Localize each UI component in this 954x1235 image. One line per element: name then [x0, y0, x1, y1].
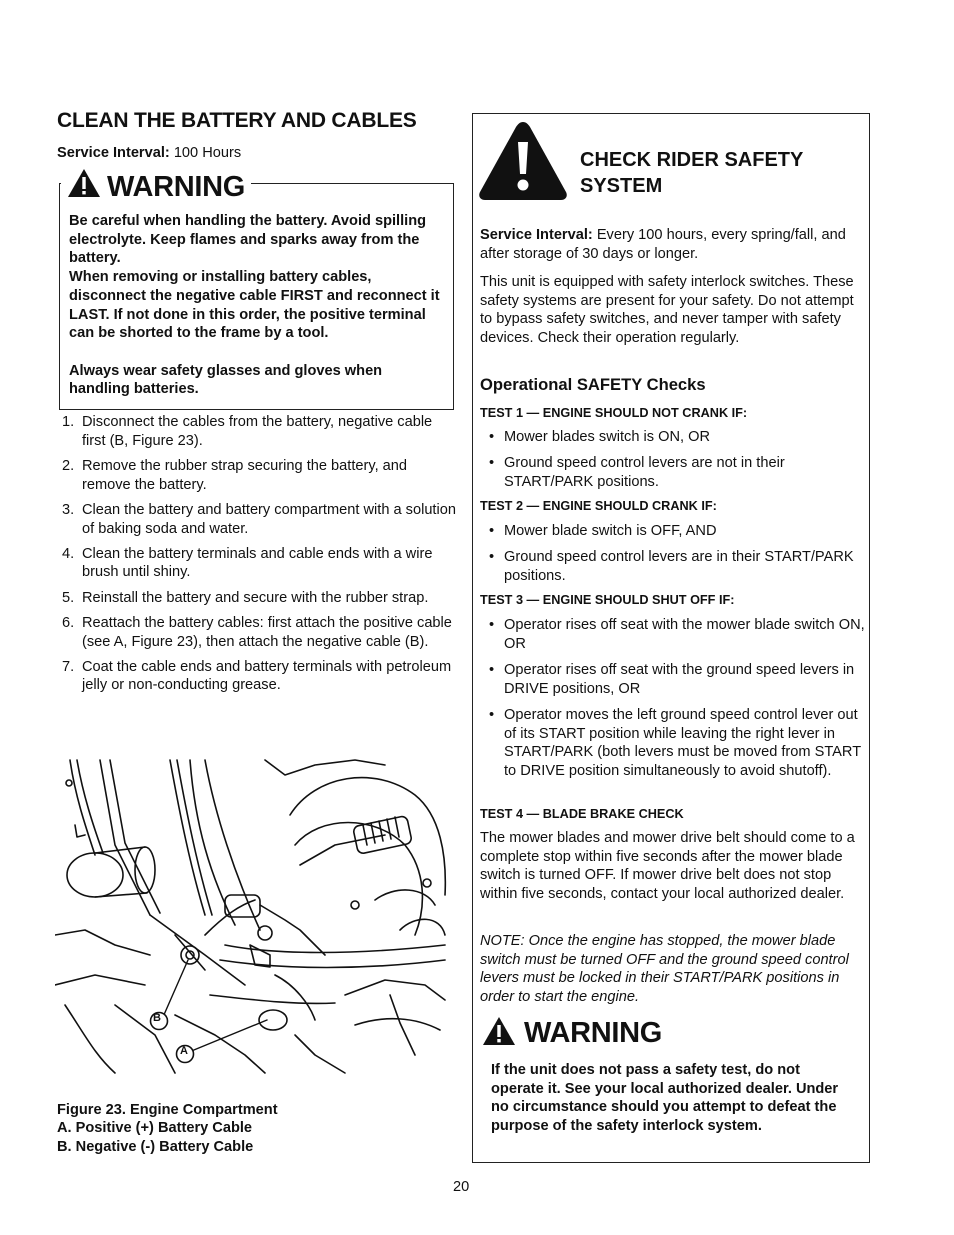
test1-list: [480, 428, 865, 499]
large-warning-triangle-icon: [478, 120, 568, 207]
service-interval-value: 100 Hours: [169, 145, 242, 161]
battery-warning-title: [61, 168, 251, 206]
list-item: • Ground speed control levers are not in their START/PARK positions.: [480, 454, 865, 491]
test3-title: TEST 3 — ENGINE SHOULD SHUT OFF IF:: [480, 593, 735, 607]
section-heading-battery: CLEAN THE BATTERY AND CABLES: [57, 109, 417, 132]
list-item: 7. Coat the cable ends and battery terminals with petroleum jelly or non-conducting grease.: [62, 658, 452, 694]
list-item: • Operator rises off seat with the ground speed levers in DRIVE positions, OR: [480, 661, 865, 698]
list-item: • Mower blade switch is OFF, AND: [480, 522, 865, 541]
figure-caption: [57, 1101, 278, 1156]
list-item: 4. Clean the battery terminals and cable ends with a wire brush until shiny.: [62, 545, 433, 581]
safety-warning-text: If the unit does not pass a safety test, do not operate it. See your local authorized dealer. Under no circumstance should you attempt to defeat the purpose of the safety interlock system.: [491, 1062, 839, 1135]
list-item: • Operator moves the left ground speed control lever out of its START position while leaving the right lever in START/PARK (both levers must be moved from START to DRIVE position simultaneously to avoid shutoff).: [480, 706, 865, 781]
page-number: 20: [453, 1179, 470, 1195]
service-interval-label: Service Interval:: [57, 145, 170, 161]
service-interval-value: Every 100 hours, every spring/fall, and after storage of 30 days or longer.: [480, 227, 846, 262]
list-item: 2. Remove the rubber strap securing the battery, and remove the battery.: [62, 457, 408, 493]
list-item: • Ground speed control levers are in their START/PARK positions.: [480, 548, 865, 585]
safety-heading: [580, 147, 803, 199]
callout-b: B: [153, 1012, 161, 1024]
figure-caption-a: A. Positive (+) Battery Cable: [57, 1120, 253, 1137]
engine-compartment-figure: [55, 755, 450, 1075]
safety-service-interval: [480, 226, 860, 263]
list-item: 1. Disconnect the cables from the battery, negative cable first (B, Figure 23).: [62, 414, 433, 449]
battery-steps-list: [58, 413, 456, 702]
warning-triangle-icon: [482, 1016, 516, 1051]
warning-para-3: Always wear safety glasses and gloves when handling batteries.: [69, 362, 383, 398]
warning-title-text: WARNING: [524, 1017, 663, 1049]
figure-caption-b: B. Negative (-) Battery Cable: [57, 1138, 254, 1155]
warning-title-text: WARNING: [107, 170, 246, 203]
test3-list: [480, 616, 865, 788]
safety-heading-line1: CHECK RIDER SAFETY: [580, 149, 804, 171]
test1-title: TEST 1 — ENGINE SHOULD NOT CRANK IF:: [480, 406, 748, 420]
test2-title: TEST 2 — ENGINE SHOULD CRANK IF:: [480, 499, 717, 513]
list-item: • Mower blades switch is ON, OR: [480, 428, 865, 447]
safety-warning-title: [482, 1016, 662, 1051]
safety-intro: This unit is equipped with safety interlock switches. These safety systems are present for your safety. Do not attempt to bypass safety switches, and never tamper with safety devices. Check their operation regularly.: [480, 274, 854, 347]
figure-caption-title: Figure 23. Engine Compartment: [57, 1102, 278, 1118]
warning-triangle-icon: [67, 168, 101, 206]
list-item: • Operator rises off seat with the mower blade switch ON, OR: [480, 616, 865, 653]
callout-a: A: [180, 1045, 188, 1057]
battery-warning-text: [69, 212, 444, 399]
service-interval-battery: [57, 144, 241, 163]
warning-para-2: When removing or installing battery cables, disconnect the negative cable FIRST and reconnect it LAST. If not done in this order, the positive terminal can be shorted to the frame by a tool.: [69, 269, 440, 342]
test4-title: TEST 4 — BLADE BRAKE CHECK: [480, 807, 684, 821]
list-item: 6. Reattach the battery cables: first attach the positive cable (see A, Figure 23), then attach the negative cable (B).: [62, 614, 452, 650]
list-item: 5. Reinstall the battery and secure with the rubber strap.: [62, 589, 429, 606]
warning-para-1: Be careful when handling the battery. Avoid spilling electrolyte. Keep flames and sparks away from the battery.: [69, 213, 427, 267]
operational-checks-heading: Operational SAFETY Checks: [480, 375, 706, 394]
test2-list: [480, 522, 865, 593]
safety-note: NOTE: Once the engine has stopped, the mower blade switch must be turned OFF and the ground speed control levers must be locked in their START/PARK positions in order to start the engine.: [480, 933, 849, 1006]
safety-heading-line2: SYSTEM: [580, 175, 663, 197]
service-interval-label: Service Interval:: [480, 227, 593, 243]
list-item: 3. Clean the battery and battery compartment with a solution of baking soda and water.: [62, 501, 456, 537]
test4-text: The mower blades and mower drive belt should come to a complete stop within five seconds after the mower blade switch is turned OFF. If mower drive belt does not stop within five seconds, contact your local authorized dealer.: [480, 830, 855, 903]
